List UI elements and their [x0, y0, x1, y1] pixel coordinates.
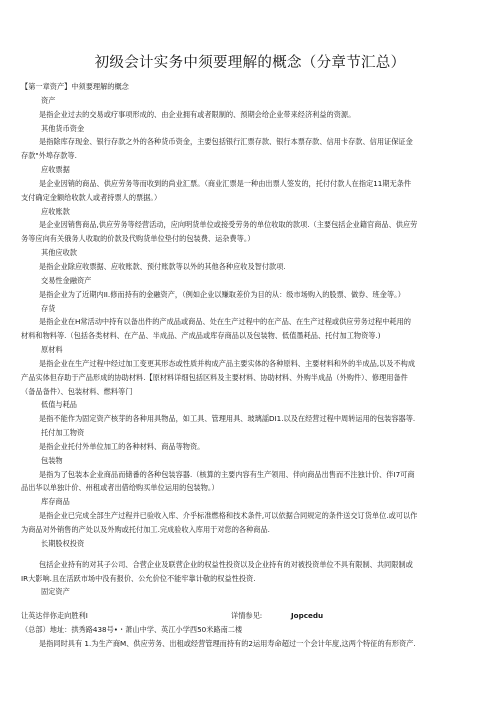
term-heading: 托付加工物资 [41, 428, 85, 438]
footer-reference [21, 609, 481, 623]
definition-text: 是指除库存现金、银行存款之外的各种货币资金，主要包括银行汇票存款、银行本票存款、信用卡存款、信用证保证金 [39, 137, 413, 147]
term-heading: 交易性金融资产 [41, 275, 92, 285]
definition-text: 是企业因销售商品,供应劳务等经营活动，应向明货单位或接受劳务的单位收取的款项.（主要包括企业籍官商品、供应劳 [39, 220, 418, 230]
term-heading: 固定资产 [41, 587, 70, 597]
term-heading: 低值与耗品 [41, 400, 77, 410]
term-heading: 长期股权投资 [41, 538, 85, 548]
footer-see-details: 详情参见: [231, 611, 263, 621]
term-heading: 库存商品 [41, 497, 70, 507]
definition-text: 产品实体但存助于产品形成的协助材料.【原材料详细包括区料及主要材料、协助材料、外购半成品（外购件）、修理用备件 [21, 372, 408, 382]
definition-text: （备品备件）、包装材料、燃料等门 [21, 386, 133, 396]
definition-text: 是企业因销的商品、供应劳务等而收到的尚业汇票。（商业汇票是一种由出票人签发的，托付付款人在指定11期无条件 [39, 178, 412, 188]
definition-text: 材料和物料等.（包括各类材料、在产品、半成品、产成品或库存商品以及包装物、低值墨耗品、托付加工物资等.) [21, 331, 381, 341]
definition-text: 支付确定金额给收款人或者持票人的票据。） [21, 192, 162, 202]
term-heading: 资产 [41, 95, 56, 105]
definition-text: 是指同时具有 1.为生产商M、供应劳务、出租或经营管理而持有的2运用寿命超过一个会计年度,这两个特征的有形资产. [39, 638, 416, 648]
footer-address: （总部）地址：拱秀路438号•・萧山中学、英江小学西50米路南二楼 [21, 625, 243, 635]
document-body [21, 80, 481, 651]
definition-text: 包括企业持有的对其子公司、合营企业及联营企业的权益性投资以及企业持有的对被投资单位不具有限制、共同限制或 [39, 559, 413, 569]
definition-text: 是指企业托付外单位加工的各种材料、商品等物资。 [39, 441, 205, 451]
page-title: 初级会计实务中须要理解的概念（分章节汇总） [94, 55, 406, 71]
term-heading: 包装物 [41, 455, 63, 465]
definition-text: 务等应向有关俄务人收取的价款及代购货单位垫付的包装费、运杂费等。） [21, 234, 255, 244]
spacer [21, 599, 481, 609]
definition-text: 是指为了包装本企业商品而储番的各种包装容器.（核算的主要内容有生产领用、伴向商品出售而不注独计价、伴I7可商 [39, 469, 415, 479]
footer-brand: Jopcedu [291, 611, 324, 621]
footer-slogan: 让英达伴你走向胜利I [21, 611, 88, 621]
definition-text: 是指企业过去的交易或疗事项形成的、由企业拥有或者限制的、预期会给企业带来经济利益的资源。 [39, 109, 356, 119]
term-heading: 存货 [41, 303, 56, 313]
section-heading: 【第一章资产】中须要理解的概念 [21, 82, 129, 91]
term-heading: 原材料 [41, 345, 63, 355]
definition-text: IR大影响.且在活跃市场中没有报价、公允价位不能牢靠计敬的权益性投资. [21, 573, 256, 583]
definition-text: 是指不能作为固定资产核芽的各种用具物品，如工具、管理用具、玻璃謡DI1.以及在经营过程中周转运用的包装容器等. [39, 414, 416, 424]
definition-text: 是指企业在生产过程中经过加工变更其形态或性质并构成产品主要实体的各种原料、主要材料和外的半成品,以及不构成 [39, 358, 416, 368]
term-heading: 其他应收款 [41, 248, 77, 258]
definition-text: 品出华以单独计价、州租或者出借给购买单位运用的包装物。） [21, 483, 219, 493]
definition-text: 为商品对外销售的产处以及外购或托付加工.完成验收入库用于对您的各种商品. [21, 525, 270, 534]
definition-text: 存款"外埠存款等. [21, 151, 77, 161]
definition-text: 是指企业在H常活动中持有以备出件的产成品或商品、处在生产过程中的在产品、在生产过程或供应劳务过程中耗用的 [39, 317, 411, 327]
term-heading: 应收票据 [41, 165, 70, 175]
spacer [21, 551, 481, 558]
definition-text: 是指企业除应收票据、应收账款、预付账款等以外的其他各种应收及智付款项. [39, 261, 286, 271]
term-heading: 应收账款 [41, 206, 70, 216]
term-heading: 其他货币资金 [41, 123, 85, 133]
definition-text: 是指企业已完成全部生产过程并已验收入库、介乎标准燃格和技术条件,可以依据合同规定的条件送交订货单位.或可以作 [39, 511, 418, 521]
definition-text: 是指企业为了近期内II.修而持有的金融资产，（例如企业以赚取差价为目的从：级市场购入的股票、做券、班金等。） [39, 289, 405, 299]
